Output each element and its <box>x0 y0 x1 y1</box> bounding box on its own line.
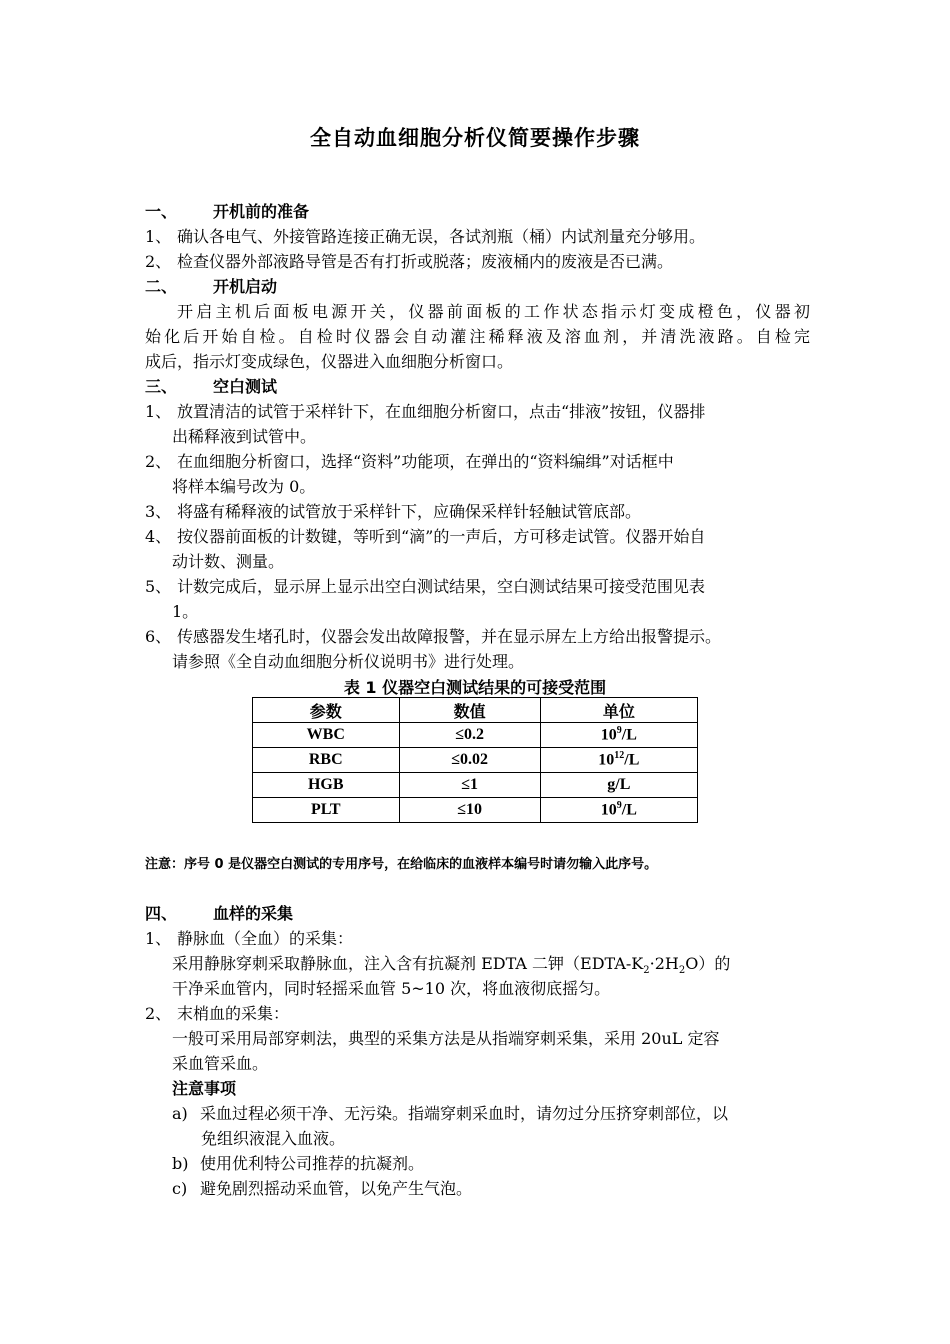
unit-cell: g/L <box>540 773 697 798</box>
value-cell: ≤0.02 <box>399 748 540 773</box>
table-header: 数值 <box>399 698 540 723</box>
caution-item: a) 采血过程必须干净、无污染。指端穿刺采血时，请勿过分压挤穿刺部位，以 <box>172 1104 729 1123</box>
table-header: 单位 <box>540 698 697 723</box>
caution-item: c) 避免剧烈摇动采血管，以免产生气泡。 <box>172 1179 473 1198</box>
caution-continuation: 免组织液混入血液。 <box>201 1129 346 1148</box>
paragraph-line: 始化后开始自检。自检时仪器会自动灌注稀释液及溶血剂，并清洗液路。自检完 <box>145 327 810 346</box>
list-item-continuation: 出稀释液到试管中。 <box>172 427 317 446</box>
list-item: 6、 传感器发生堵孔时，仪器会发出故障报警，并在显示屏左上方给出报警提示。 <box>145 627 722 646</box>
table-header-row <box>253 698 698 723</box>
section-heading-1 <box>145 199 810 224</box>
paragraph-line: 成后，指示灯变成绿色，仪器进入血细胞分析窗口。 <box>145 352 514 371</box>
section-number: 三、 <box>145 377 178 396</box>
value-cell: ≤10 <box>399 798 540 823</box>
paragraph-line: 采血管采血。 <box>172 1054 269 1073</box>
paragraph-line: 开启主机后面板电源开关，仪器前面板的工作状态指示灯变成橙色，仪器初 <box>177 302 810 321</box>
important-note: 注意：序号 0 是仪器空白测试的专用序号，在给临床的血液样本编号时请勿输入此序号。 <box>145 857 658 872</box>
unit-cell: $10^9/L$ <box>540 798 697 823</box>
section-number: 二、 <box>145 277 178 296</box>
param-cell: PLT <box>253 798 400 823</box>
list-item: 2、 在血细胞分析窗口，选择“资料”功能项，在弹出的“资料编缉”对话框中 <box>145 452 674 471</box>
paragraph-line: 采用静脉穿刺采取静脉血，注入含有抗凝剂 EDTA 二钾$(EDTA-K_2\cdot 2H_2O)$的 <box>172 954 731 977</box>
value-cell: ≤0.2 <box>399 723 540 748</box>
param-cell: HGB <box>253 773 400 798</box>
section-number: 一、 <box>145 202 178 221</box>
blank-test-table <box>252 697 698 823</box>
unit-cell: $10^9/L$ <box>540 723 697 748</box>
table-row <box>253 748 698 773</box>
caution-item: b) 使用优利特公司推荐的抗凝剂。 <box>172 1154 425 1173</box>
list-item-continuation: 请参照《全自动血细胞分析仪说明书》进行处理。 <box>172 652 525 671</box>
section-number: 四、 <box>145 904 178 923</box>
table-row <box>253 773 698 798</box>
list-item: 3、 将盛有稀释液的试管放于采样针下，应确保采样针轻触试管底部。 <box>145 502 642 521</box>
list-item-continuation: 将样本编号改为 0。 <box>172 477 316 496</box>
section-heading-3 <box>145 374 810 399</box>
param-cell: RBC <box>253 748 400 773</box>
section-title: 血样的采集 <box>213 904 294 923</box>
param-cell: WBC <box>253 723 400 748</box>
section-title: 空白测试 <box>213 377 278 396</box>
list-item-continuation: 1。 <box>172 602 199 621</box>
cautions-title: 注意事项 <box>172 1079 237 1098</box>
paragraph-line: 一般可采用局部穿刺法，典型的采集方法是从指端穿刺采集，采用 20uL 定容 <box>172 1029 720 1048</box>
table-row <box>253 798 698 823</box>
section-heading-4 <box>145 901 810 926</box>
value-cell: ≤1 <box>399 773 540 798</box>
list-item-continuation: 动计数、测量。 <box>172 552 285 571</box>
section-title: 开机前的准备 <box>213 202 310 221</box>
list-item: 2、 检查仪器外部液路导管是否有打折或脱落；废液桶内的废液是否已满。 <box>145 252 674 271</box>
table-header: 参数 <box>253 698 400 723</box>
paragraph-line: 干净采血管内，同时轻摇采血管 5~10 次，将血液彻底摇匀。 <box>172 979 611 998</box>
document-title: 全自动血细胞分析仪简要操作步骤 <box>310 126 640 150</box>
list-item: 1、 放置清洁的试管于采样针下，在血细胞分析窗口，点击“排液”按钮，仪器排 <box>145 402 706 421</box>
list-item: 5、 计数完成后，显示屏上显示出空白测试结果，空白测试结果可接受范围见表 <box>145 577 706 596</box>
table-caption: 表 1 仪器空白测试结果的可接受范围 <box>343 678 607 697</box>
table-row <box>253 723 698 748</box>
list-item: 1、 确认各电气、外接管路连接正确无误，各试剂瓶（桶）内试剂量充分够用。 <box>145 227 706 246</box>
list-item: 4、 按仪器前面板的计数键，等听到“滴”的一声后，方可移走试管。仪器开始自 <box>145 527 706 546</box>
unit-cell: $10^{12}/L$ <box>540 748 697 773</box>
section-title: 开机启动 <box>213 277 278 296</box>
list-item: 1、 静脉血（全血）的采集： <box>145 929 354 948</box>
list-item: 2、 末梢血的采集： <box>145 1004 290 1023</box>
section-heading-2 <box>145 274 810 299</box>
